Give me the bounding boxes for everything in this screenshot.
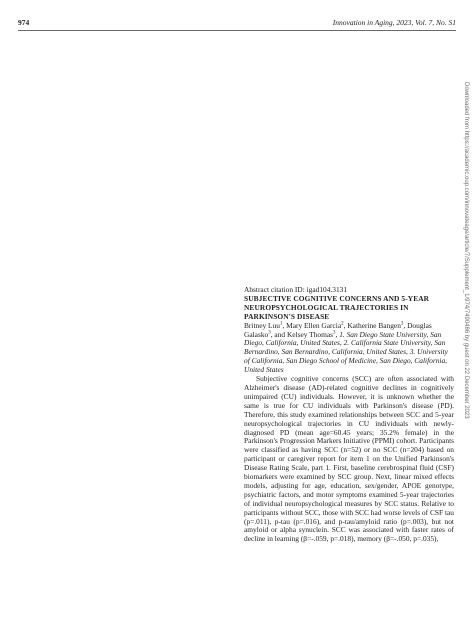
abstract-body: Subjective cognitive concerns (SCC) are often associated with Alzheimer's disease (AD)-related cognitive declines in cognitively unimpaired (CU) individuals. However, it is unknown whether the same is true for CU individuals with Parkinson's disease (PD). Therefore, this study examined relationships between SCC and 5-year neuropsychological trajectories in CU individuals with newly-diagnosed PD (mean age=60.45 years; 35.2% female) in the Parkinson's Progression Markers Initiative (PPMI) cohort. Participants were classified as having SCC (n=52) or no SCC (n=204) based on participant or caregiver report for item 1 on the Unified Parkinson's Disease Rating Scale, part 1. First, baseline cerebrospinal fluid (CSF) biomarkers were examined by SCC group. Next, linear mixed effects models, adjusting for age, education, sex/gender, APOE genotype, psychiatric factors, and motor symptoms examined 5-year trajectories of individual neuropsychological measures by SCC status. Relative to participants without SCC, those with SCC had worse levels of CSF tau (p=.011), p-tau (p=.016), and p-tau/amyloid ratio (p=.003), but not amyloid or alpha synuclein. SCC was associated with faster rates of decline in learning (β=-.059, p=.018), memory (β=-.050, p=.035), [244, 374, 454, 544]
download-watermark [460, 82, 470, 522]
author-name: Katherine Bangen [347, 320, 401, 330]
page-number: 974 [18, 18, 30, 27]
author-affiliation-marker: 3 [400, 321, 404, 327]
author-separator: , [343, 320, 348, 330]
download-watermark-text: Downloaded from https://academic.oup.com/innovateage/article/7/Supplement_1/974/7490486 by guest on 22 December 2023 [463, 82, 469, 419]
header-rule [18, 30, 456, 31]
abstract-column [244, 286, 454, 544]
author-name: Kelsey Thomas [286, 329, 333, 339]
author-separator: , [335, 329, 340, 339]
author-affiliation-marker: 2 [341, 321, 344, 327]
author-affiliation-marker: 1 [279, 321, 283, 327]
abstract-citation-id: Abstract citation ID: igad104.3131 [244, 285, 348, 294]
author-name: Douglas Galasko [244, 320, 432, 339]
author-separator: , [403, 320, 408, 330]
author-affiliations: 1. San Diego State University, San Diego, California, United States, 2. California State University, San Bernardino, San Bernardino, California, United States, 3. University of California, San Diego School of Medicine, San Diego, California, United States [244, 329, 448, 375]
author-list [244, 322, 454, 375]
running-head: Innovation in Aging, 2023, Vol. 7, No. S1 [332, 18, 456, 27]
author-name: Mary Ellen Garcia [286, 320, 342, 330]
author-affiliation-marker: 3 [333, 330, 336, 336]
author-affiliation-marker: 3 [268, 330, 271, 336]
abstract-title: SUBJECTIVE COGNITIVE CONCERNS AND 5-YEAR NEUROPSYCHOLOGICAL TRAJECTORIES IN PARKINSON'S DISEASE [244, 293, 430, 321]
author-separator: , [282, 320, 287, 330]
author-separator: , and [270, 329, 287, 339]
author-name: Britney Luu [244, 320, 280, 330]
